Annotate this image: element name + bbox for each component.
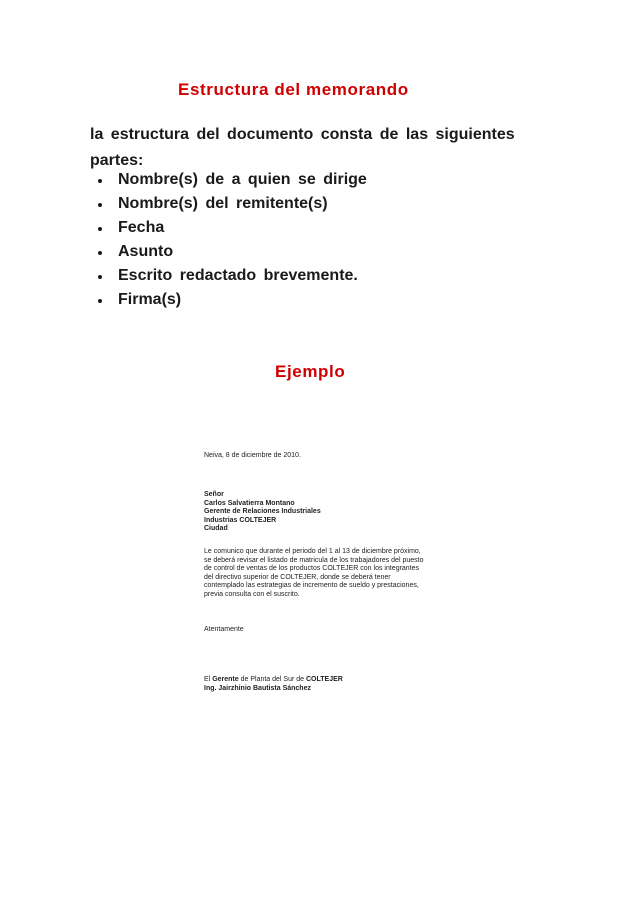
bullet-icon — [98, 299, 102, 303]
signature-company: COLTEJER — [306, 676, 343, 683]
signature-name: Ing. Jairzhinio Bautista Sánchez — [204, 684, 311, 692]
list-item — [90, 240, 367, 264]
bullet-icon — [98, 203, 102, 207]
list-item — [90, 216, 367, 240]
signature-role: Gerente — [212, 676, 239, 683]
memo-signature — [204, 676, 343, 693]
recipient-line: Carlos Salvatierra Montano — [204, 499, 295, 507]
memo-body-line: de control de ventas de los productos COLTEJER con los integrantes — [204, 565, 420, 573]
memo-body-line: se deberá revisar el listado de matricula de los trabajadores del puesto — [204, 556, 424, 564]
signature-middle: de Planta del Sur de — [240, 676, 305, 683]
example-heading: Ejemplo — [275, 362, 346, 381]
signature-role-line — [204, 676, 343, 685]
bullet-icon — [98, 227, 102, 231]
list-item-text: Asunto — [118, 243, 174, 260]
list-item — [90, 264, 367, 288]
memo-body-line: contemplado las estrategias de incremento de sueldo y prestaciones, — [204, 582, 419, 590]
memo-body-line: previa consulta con el suscrito. — [204, 590, 300, 598]
list-item — [90, 288, 367, 312]
recipient-line: Señor — [204, 491, 224, 498]
intro-text: la estructura del documento consta de las siguientes partes: — [90, 126, 515, 169]
signature-prefix: El — [204, 676, 211, 683]
list-item-text: Nombre(s) de a quien se dirige — [118, 171, 367, 188]
memo-body-line: Le comunico que durante el periodo del 1 al 13 de diciembre próximo, — [204, 548, 421, 555]
memo-body-line: del directivo superior de COLTEJER, donde se deberá tener — [204, 573, 391, 581]
recipient-line: Industrias COLTEJER — [204, 516, 277, 524]
parts-list — [90, 168, 367, 312]
intro-paragraph — [90, 122, 520, 174]
bullet-icon — [98, 179, 102, 183]
list-item-text: Nombre(s) del remitente(s) — [118, 195, 328, 212]
list-item — [90, 168, 367, 192]
memo-closing: Atentamente — [204, 626, 244, 633]
memo-recipient — [204, 491, 321, 534]
bullet-icon — [98, 251, 102, 255]
list-item — [90, 192, 367, 216]
page-title: Estructura del memorando — [178, 80, 409, 99]
memo-body — [204, 548, 434, 600]
list-item-text: Fecha — [118, 219, 165, 236]
recipient-line: Ciudad — [204, 525, 228, 533]
list-item-text: Firma(s) — [118, 291, 182, 308]
list-item-text: Escrito redactado brevemente. — [118, 267, 358, 284]
bullet-icon — [98, 275, 102, 279]
memo-date: Neiva, 8 de diciembre de 2010. — [204, 452, 301, 459]
recipient-line: Gerente de Relaciones Industriales — [204, 508, 321, 516]
